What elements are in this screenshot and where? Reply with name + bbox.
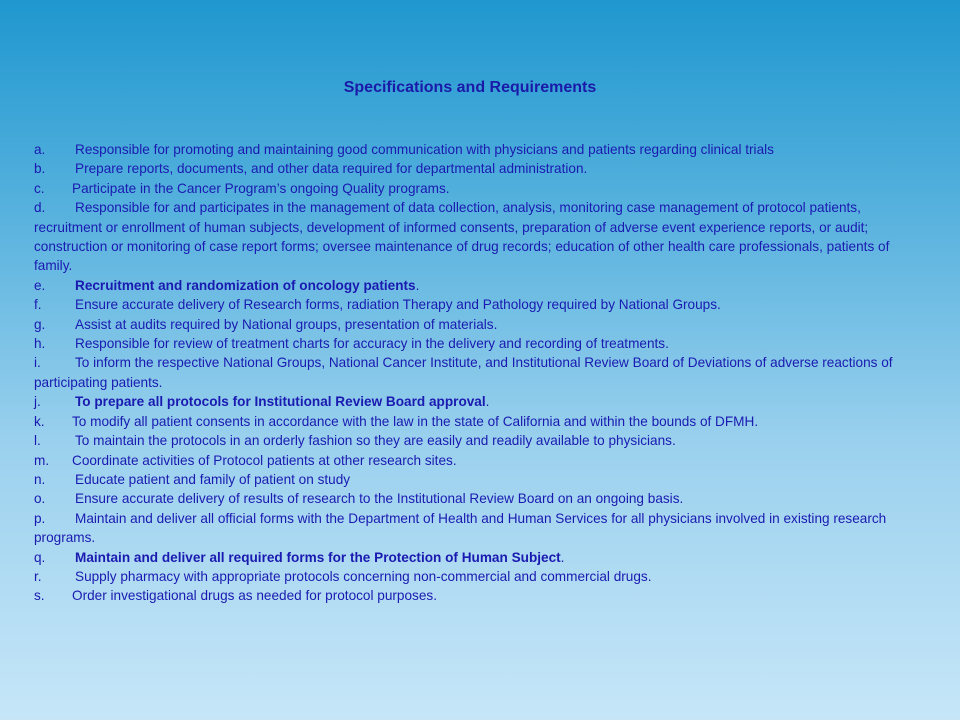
item-letter: c.	[34, 180, 45, 196]
item-letter: h.	[34, 336, 46, 352]
item-text: Participate in the Cancer Program’s ongoing Quality programs.	[72, 180, 450, 196]
item-text: Order investigational drugs as needed for protocol purposes.	[72, 588, 437, 604]
item-text: Prepare reports, documents, and other data required for departmental administration.	[75, 161, 588, 177]
requirement-item	[34, 295, 914, 314]
item-text: Responsible for review of treatment charts for accuracy in the delivery and recording of treatments.	[75, 336, 669, 352]
item-letter: m.	[34, 452, 50, 468]
item-text: Maintain and deliver all official forms with the Department of Health and Human Services for all physicians involved in existing research programs.	[34, 510, 887, 546]
item-text: To maintain the protocols in an orderly fashion so they are easily and readily available to physicians.	[75, 433, 676, 449]
item-letter: j.	[34, 394, 41, 410]
item-letter: s.	[34, 588, 45, 604]
requirement-item	[34, 276, 914, 295]
requirement-item	[34, 431, 914, 450]
item-letter: e.	[34, 277, 46, 293]
requirement-item	[34, 567, 914, 586]
requirement-item	[34, 548, 914, 567]
item-letter: l.	[34, 433, 41, 449]
item-punctuation: .	[485, 394, 490, 410]
requirements-list	[34, 140, 914, 606]
requirement-item	[34, 159, 914, 178]
item-text: To inform the respective National Groups, National Cancer Institute, and Institutional Review Board of Deviations of adverse reactions of participating patients.	[34, 355, 893, 390]
item-letter: n.	[34, 471, 46, 487]
requirement-item	[34, 179, 914, 198]
requirement-item	[34, 412, 914, 431]
item-letter: b.	[34, 161, 46, 177]
item-letter: a.	[34, 142, 46, 157]
item-punctuation: .	[415, 277, 420, 293]
item-punctuation: .	[560, 549, 565, 565]
item-text: Ensure accurate delivery of Research forms, radiation Therapy and Pathology required by National Groups.	[75, 297, 721, 313]
item-text: To prepare all protocols for Institutional Review Board approval	[75, 394, 486, 410]
item-letter: k.	[34, 413, 45, 429]
requirement-item	[34, 392, 914, 411]
item-text: Responsible for and participates in the management of data collection, analysis, monitoring case management of protocol patients, recruitment or enrollment of human subjects, development of informed consents, preparation of adverse event experience reports, or audit; construction or monitoring of case report forms; oversee maintenance of drug records; education of other health care professionals, patients of family.	[34, 200, 890, 274]
item-text: Educate patient and family of patient on study	[75, 471, 351, 487]
item-letter: f.	[34, 297, 42, 313]
requirement-item	[34, 334, 914, 353]
item-letter: d.	[34, 200, 46, 216]
item-letter: i.	[34, 355, 41, 371]
item-text: Maintain and deliver all required forms for the Protection of Human Subject	[75, 549, 561, 565]
item-text: Recruitment and randomization of oncology patients	[75, 277, 416, 293]
item-text: Supply pharmacy with appropriate protocols concerning non-commercial and commercial drugs.	[75, 568, 652, 584]
requirement-item	[34, 586, 914, 605]
item-text: To modify all patient consents in accordance with the law in the state of California and within the bounds of DFMH.	[72, 413, 759, 429]
item-text: Coordinate activities of Protocol patients at other research sites.	[72, 452, 457, 468]
item-letter: o.	[34, 491, 46, 507]
requirement-item	[34, 509, 914, 548]
item-letter: p.	[34, 510, 46, 526]
slide-title: Specifications and Requirements	[343, 79, 597, 96]
item-letter: g.	[34, 316, 46, 332]
requirement-item	[34, 451, 914, 470]
item-text: Ensure accurate delivery of results of research to the Institutional Review Board on an ongoing basis.	[75, 491, 684, 507]
requirement-item	[34, 140, 914, 159]
item-letter: q.	[34, 549, 46, 565]
item-text: Responsible for promoting and maintaining good communication with physicians and patients regarding clinical trials	[75, 142, 774, 157]
requirement-item	[34, 489, 914, 508]
item-text: Assist at audits required by National groups, presentation of materials.	[75, 316, 498, 332]
item-letter: r.	[34, 568, 42, 584]
requirement-item	[34, 353, 914, 392]
requirement-item	[34, 315, 914, 334]
requirement-item	[34, 198, 914, 276]
requirement-item	[34, 470, 914, 489]
